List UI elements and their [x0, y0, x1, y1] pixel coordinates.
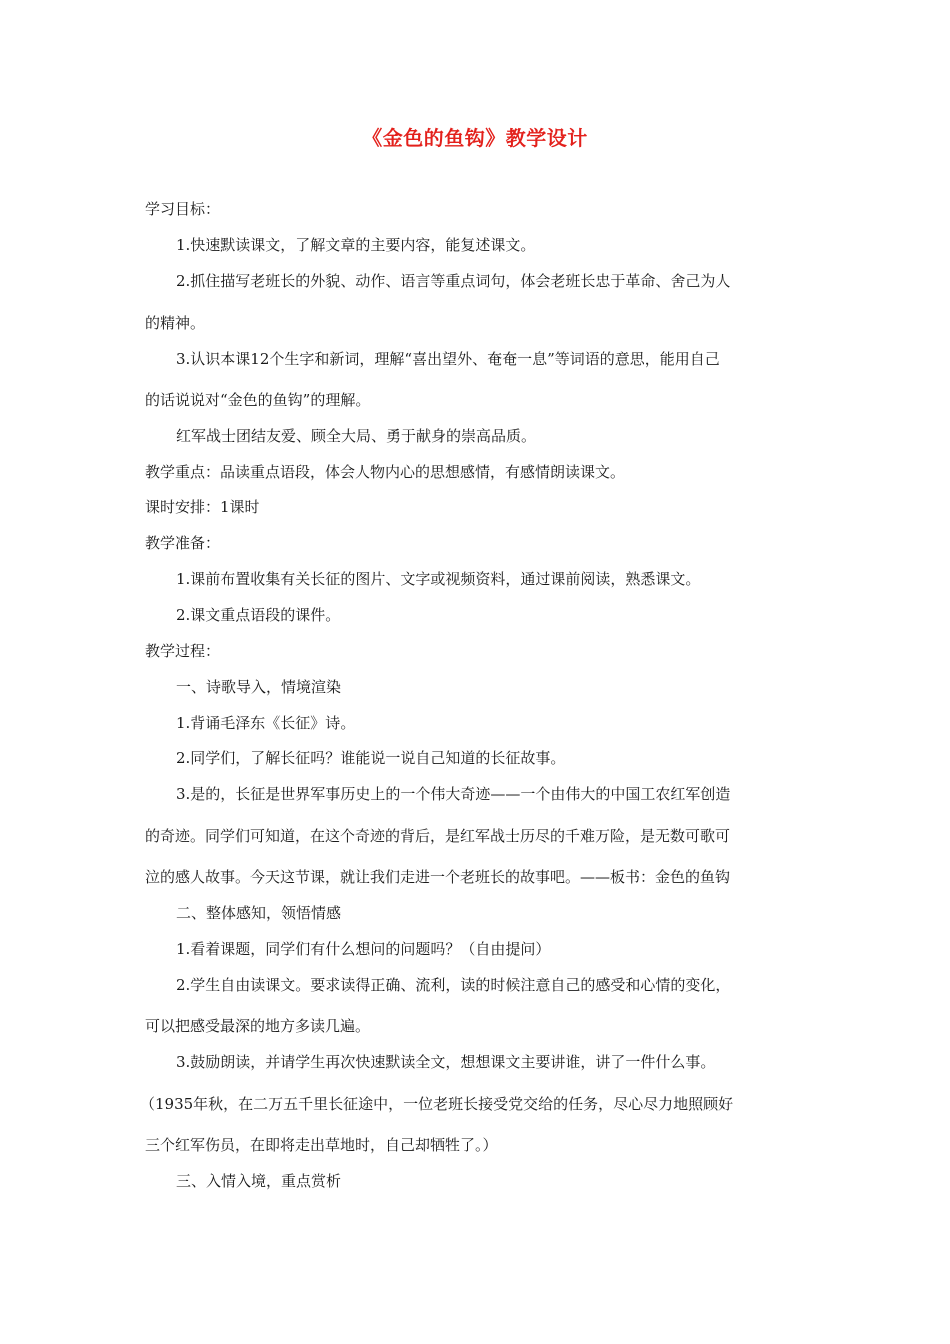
heading-preparation: 教学准备：: [145, 534, 221, 552]
section-3-heading: 三、入情入境，重点赏析: [176, 1172, 342, 1190]
heading-learning-goals: 学习目标：: [145, 200, 221, 218]
prep-2: 2.课文重点语段的课件。: [176, 606, 341, 624]
class-schedule: 课时安排：1课时: [145, 498, 260, 516]
section-2-item-2: 2.学生自由读课文。要求读得正确、流利，读的时候注意自己的感受和心情的变化，: [176, 976, 731, 994]
goal-3-cont: 的话说说对“金色的鱼钩”的理解。: [145, 391, 371, 409]
section-1-item-1: 1.背诵毛泽东《长征》诗。: [176, 714, 356, 732]
section-1-item-3: 3.是的，长征是世界军事历史上的一个伟大奇迹——一个由伟大的中国工农红军创造: [176, 785, 731, 803]
goal-1: 1.快速默读课文，了解文章的主要内容，能复述课文。: [176, 236, 536, 254]
heading-process: 教学过程：: [145, 642, 221, 660]
section-1-item-3-cont-1: 的奇迹。同学们可知道，在这个奇迹的背后，是红军战士历尽的千难万险，是无数可歌可: [145, 827, 731, 845]
section-2-item-3: 3.鼓励朗读，并请学生再次快速默读全文，想想课文主要讲谁，讲了一件什么事。: [176, 1053, 716, 1071]
section-2-item-2-cont: 可以把感受最深的地方多读几遍。: [145, 1017, 371, 1035]
section-1-item-2: 2.同学们，了解长征吗？谁能说一说自己知道的长征故事。: [176, 749, 566, 767]
section-2-answer: （1935年秋，在二万五千里长征途中，一位老班长接受党交给的任务，尽心尽力地照顾好: [140, 1095, 734, 1113]
goal-4: 红军战士团结友爱、顾全大局、勇于献身的崇高品质。: [176, 427, 537, 445]
section-2-heading: 二、整体感知，领悟情感: [176, 904, 342, 922]
goal-2-cont: 的精神。: [145, 314, 206, 332]
section-1-item-3-cont-2: 泣的感人故事。今天这节课，就让我们走进一个老班长的故事吧。——板书：金色的鱼钩: [145, 868, 731, 886]
section-2-answer-cont: 三个红军伤员，在即将走出草地时，自己却牺牲了。）: [145, 1136, 498, 1154]
goal-3: 3.认识本课12个生字和新词，理解“喜出望外、奄奄一息”等词语的意思，能用自己: [176, 350, 720, 368]
goal-2: 2.抓住描写老班长的外貌、动作、语言等重点词句，体会老班长忠于革命、舍己为人: [176, 272, 731, 290]
document-title: 《金色的鱼钩》教学设计: [362, 126, 588, 150]
section-2-item-1: 1.看着课题，同学们有什么想问的问题吗？（自由提问）: [176, 940, 551, 958]
section-1-heading: 一、诗歌导入，情境渲染: [176, 678, 342, 696]
prep-1: 1.课前布置收集有关长征的图片、文字或视频资料，通过课前阅读，熟悉课文。: [176, 570, 701, 588]
teaching-focus: 教学重点：品读重点语段，体会人物内心的思想感情，有感情朗读课文。: [145, 463, 626, 481]
